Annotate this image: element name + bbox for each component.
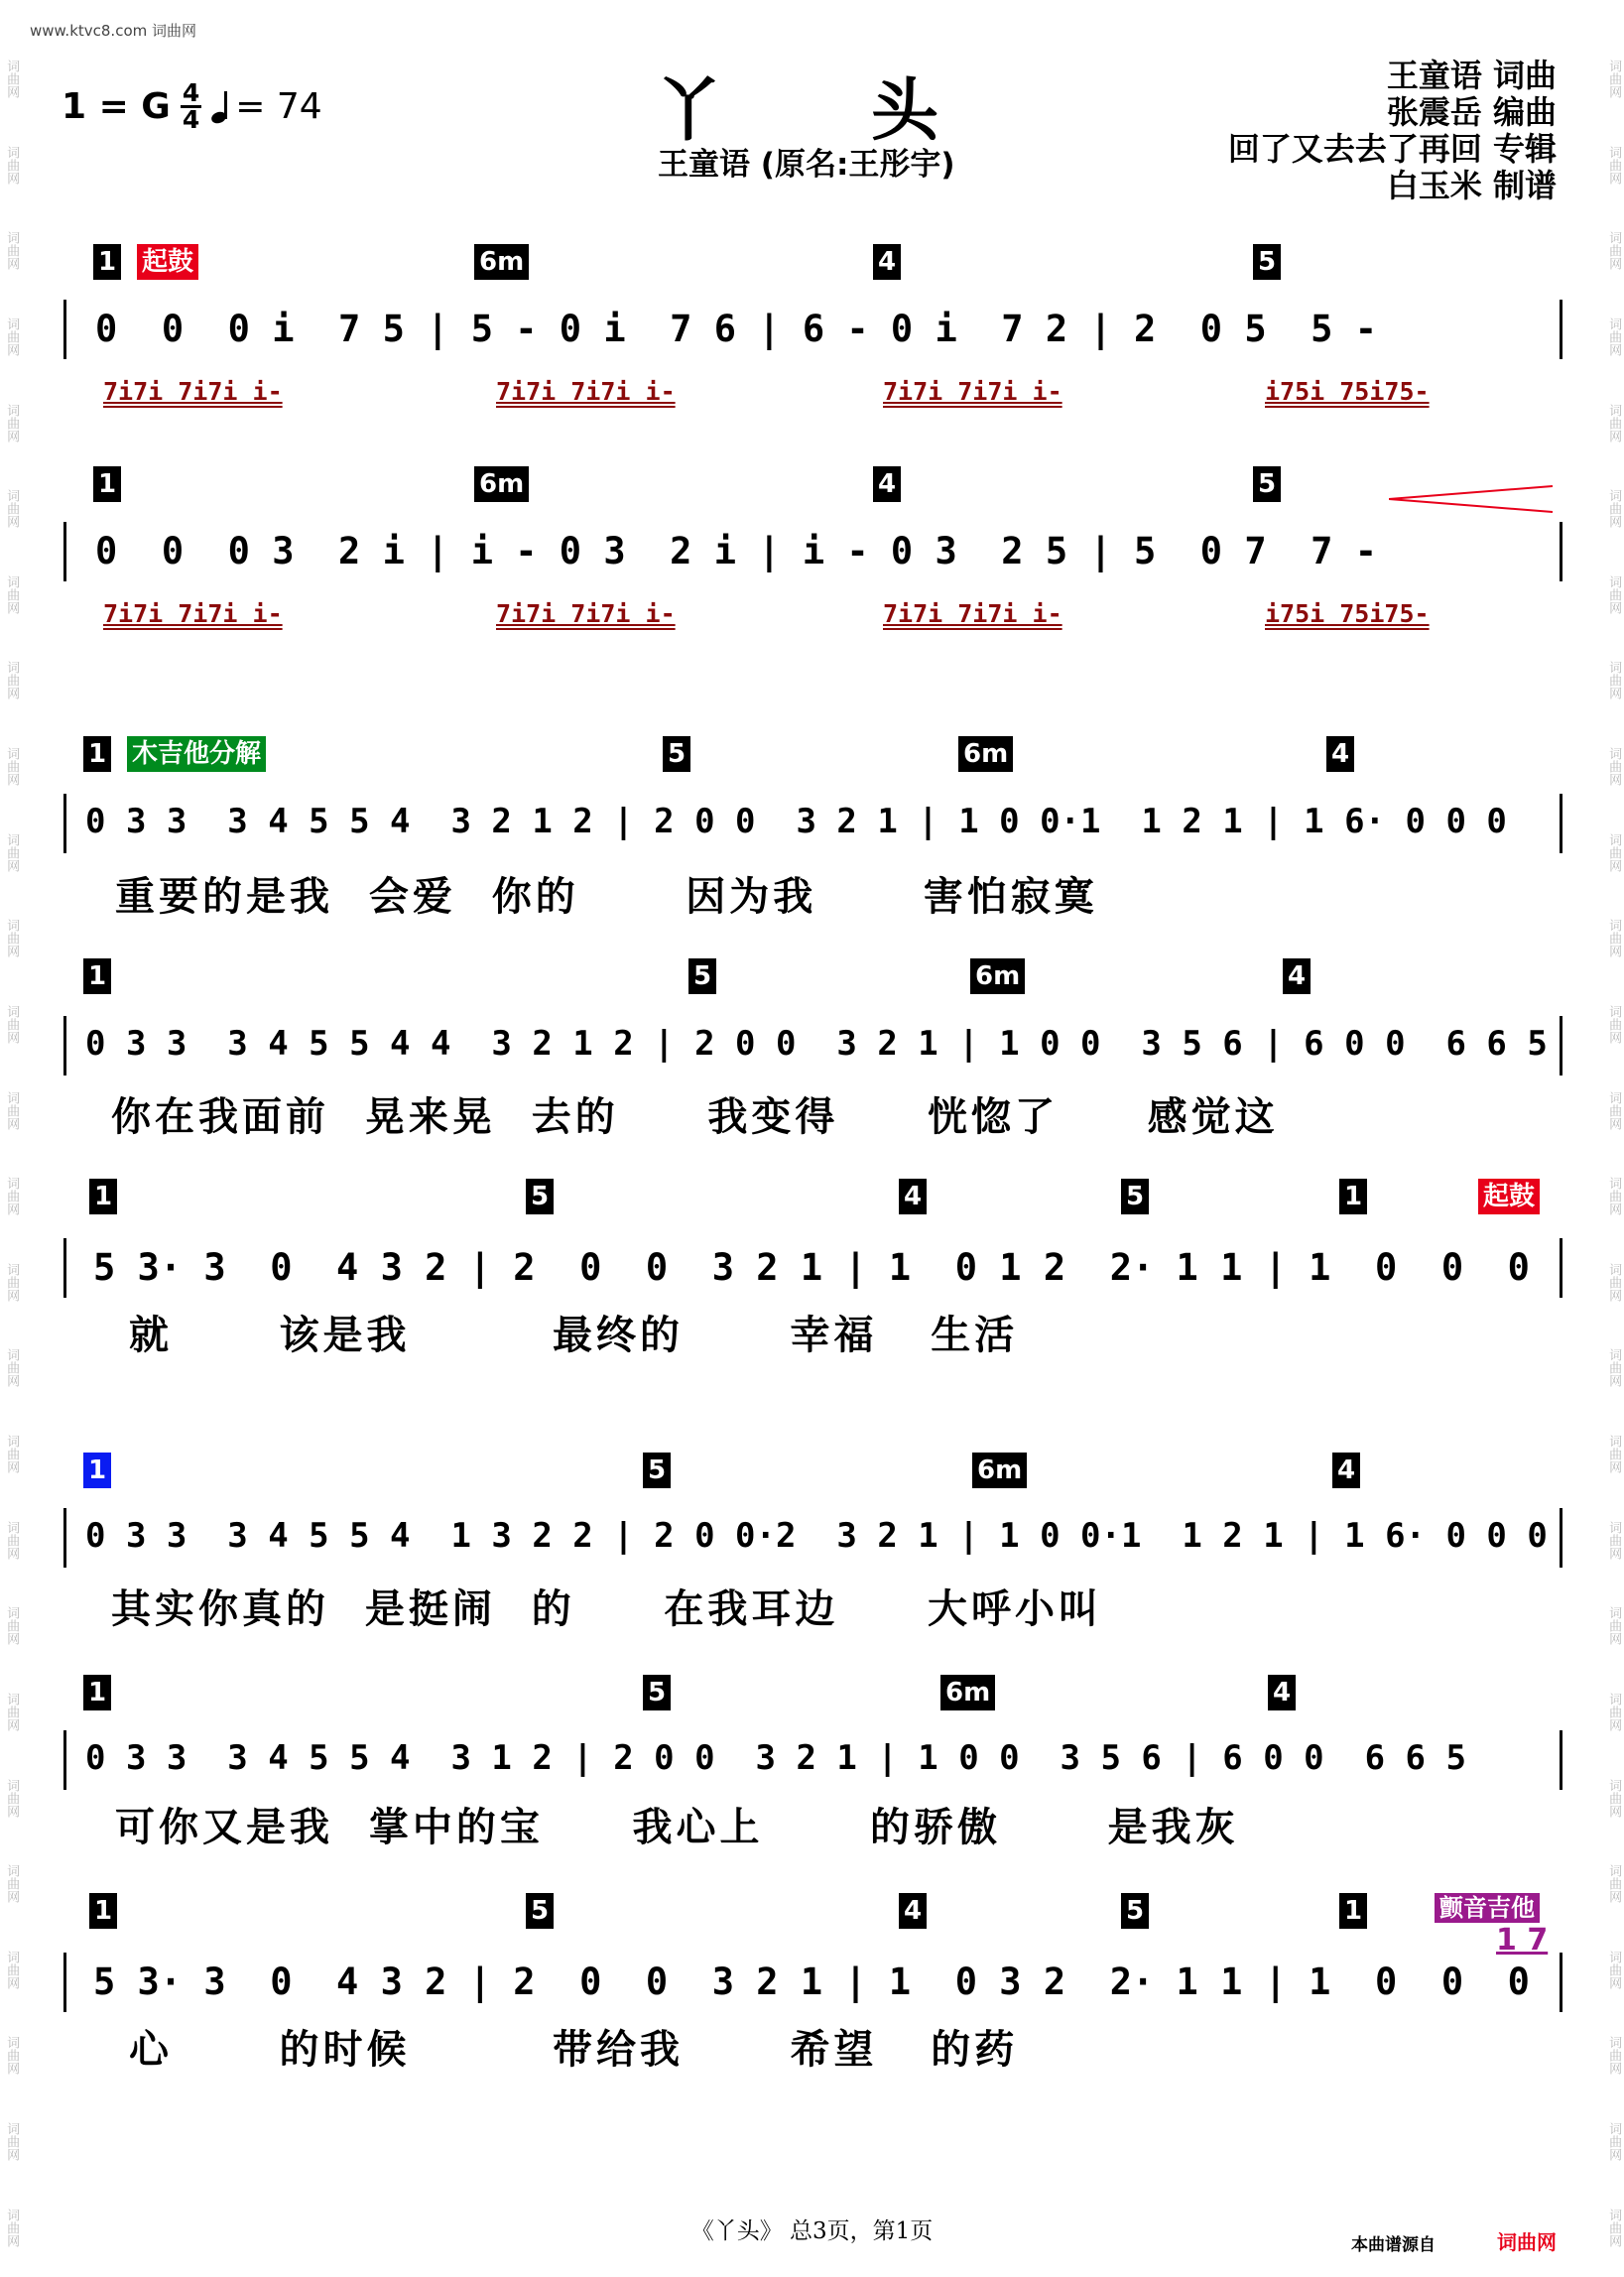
credit-transcriber: 白玉米 制谱 bbox=[1386, 167, 1557, 204]
chord-box: 5 bbox=[526, 1179, 554, 1214]
chord-box: 4 bbox=[1332, 1453, 1360, 1488]
chord-box: 5 bbox=[663, 736, 690, 772]
chord-box: 6m bbox=[958, 736, 1013, 772]
lyric-line: 就 该是我 最终的 幸福 生活 bbox=[129, 1313, 1019, 1358]
notation-line: 5 3· 3 0 4 3 2 | 2 0 0 3 2 1 | 1 0 1 2 2· 1 1 | 1 0 0 0 bbox=[93, 1246, 1530, 1289]
barline bbox=[1560, 300, 1562, 359]
crescendo-mark bbox=[1389, 484, 1558, 514]
site-url: www.ktvc8.com 词曲网 bbox=[30, 22, 197, 40]
chord-box: 4 bbox=[899, 1893, 927, 1929]
drum-pattern: 7i7i 7i7i i- bbox=[883, 377, 1062, 406]
barline bbox=[63, 794, 66, 853]
barline bbox=[63, 1016, 66, 1075]
chord-box: 5 bbox=[1121, 1179, 1149, 1214]
barline bbox=[1560, 1016, 1562, 1075]
chord-box: 4 bbox=[899, 1179, 927, 1214]
acoustic-guitar-label: 木吉他分解 bbox=[127, 736, 266, 772]
intro-drum-label: 起鼓 bbox=[137, 244, 198, 280]
chord-box: 1 bbox=[93, 244, 121, 280]
lyric-line: 可你又是我 掌中的宝 我心上 的骄傲 是我灰 bbox=[115, 1805, 1239, 1850]
barline bbox=[1560, 1508, 1562, 1568]
notation-line: 0 3 3 3 4 5 5 4 3 2 1 2 | 2 0 0 3 2 1 | 1 0 0·1 1 2 1 | 1 6· 0 0 0 bbox=[85, 802, 1507, 841]
notation-line: 0 3 3 3 4 5 5 4 1 3 2 2 | 2 0 0·2 3 2 1 | 1 0 0·1 1 2 1 | 1 6· 0 0 0 bbox=[85, 1516, 1548, 1556]
page-footer: 《丫头》 总3页，第1页 bbox=[690, 2218, 934, 2244]
barline bbox=[1560, 1953, 1562, 2012]
chord-box: 4 bbox=[873, 244, 901, 280]
chord-box: 5 bbox=[1253, 466, 1281, 502]
notation-line: 0 0 0 i 7 5 | 5 - 0 i 7 6 | 6 - 0 i 7 2 | 2 0 5 5 - bbox=[95, 308, 1378, 350]
key-signature bbox=[62, 78, 322, 134]
drum-pattern: 7i7i 7i7i i- bbox=[883, 599, 1062, 628]
drum-pattern: 7i7i 7i7i i- bbox=[496, 599, 676, 628]
tempo: = 74 bbox=[211, 86, 321, 127]
chord-box: 6m bbox=[474, 244, 529, 280]
chord-box: 1 bbox=[1339, 1179, 1367, 1214]
chord-box: 6m bbox=[970, 958, 1025, 994]
side-watermark-left: 词曲网 词曲网 词曲网 词曲网 词曲网 词曲网 词曲网 词曲网 词曲网 词曲网 词曲网 词曲网 词曲网 词曲网 词曲网 词曲网 词曲网 词曲网 词曲网 词曲网 词曲网 词曲网 词曲网 词曲网 词曲网 词曲网 bbox=[4, 60, 20, 2247]
credit-album: 回了又去去了再回 专辑 bbox=[1227, 130, 1557, 168]
chord-box: 6m bbox=[474, 466, 529, 502]
lyric-line: 其实你真的 是挺闹 的 在我耳边 大呼小叫 bbox=[111, 1586, 1102, 1632]
chord-box: 5 bbox=[688, 958, 716, 994]
chord-box: 5 bbox=[1121, 1893, 1149, 1929]
drum-pattern: i75i 75i75- bbox=[1265, 377, 1430, 406]
barline bbox=[1560, 522, 1562, 581]
drum-pattern: i75i 75i75- bbox=[1265, 599, 1430, 628]
chord-box: 4 bbox=[1283, 958, 1311, 994]
chord-box: 6m bbox=[972, 1453, 1027, 1488]
lyric-line: 你在我面前 晃来晃 去的 我变得 恍惚了 感觉这 bbox=[111, 1094, 1279, 1140]
chord-box: 1 bbox=[89, 1893, 117, 1929]
side-watermark-right: 词曲网 词曲网 词曲网 词曲网 词曲网 词曲网 词曲网 词曲网 词曲网 词曲网 词曲网 词曲网 词曲网 词曲网 词曲网 词曲网 词曲网 词曲网 词曲网 词曲网 词曲网 词曲网 词曲网 词曲网 词曲网 词曲网 bbox=[1606, 60, 1622, 2247]
chord-box: 4 bbox=[873, 466, 901, 502]
chord-box: 6m bbox=[940, 1675, 995, 1710]
notation-line: 0 3 3 3 4 5 5 4 3 1 2 | 2 0 0 3 2 1 | 1 0 0 3 5 6 | 6 0 0 6 6 5 bbox=[85, 1738, 1466, 1778]
barline bbox=[1560, 1730, 1562, 1790]
drum-label: 起鼓 bbox=[1478, 1179, 1540, 1214]
barline bbox=[63, 522, 66, 581]
chord-box: 5 bbox=[526, 1893, 554, 1929]
notation-line: 0 0 0 3 2 i | i - 0 3 2 i | i - 0 3 2 5 | 5 0 7 7 - bbox=[95, 530, 1378, 572]
chord-box: 1 bbox=[83, 958, 111, 994]
chord-box: 5 bbox=[643, 1453, 671, 1488]
song-title: 丫头 bbox=[655, 72, 1088, 151]
chord-box: 5 bbox=[643, 1675, 671, 1710]
tremolo-guitar-label: 颤音吉他 bbox=[1435, 1893, 1540, 1923]
tremolo-notes: 1 7 bbox=[1496, 1923, 1549, 1958]
chord-box: 1 bbox=[83, 1453, 111, 1488]
song-artist: 王童语 (原名:王彤宇) bbox=[658, 147, 955, 183]
credit-lyrics: 王童语 词曲 bbox=[1386, 57, 1557, 94]
lyric-line: 重要的是我 会爱 你的 因为我 害怕寂寞 bbox=[115, 874, 1098, 920]
barline bbox=[63, 1238, 66, 1298]
chord-box: 4 bbox=[1268, 1675, 1296, 1710]
chord-box: 5 bbox=[1253, 244, 1281, 280]
chord-box: 1 bbox=[89, 1179, 117, 1214]
barline bbox=[63, 1730, 66, 1790]
barline bbox=[63, 1953, 66, 2012]
key-label: 1 = G bbox=[62, 86, 171, 127]
source-site-logo[interactable]: 词曲网 bbox=[1497, 2230, 1557, 2254]
barline bbox=[63, 300, 66, 359]
chord-box: 1 bbox=[83, 736, 111, 772]
barline bbox=[1560, 1238, 1562, 1298]
credit-arrange: 张震岳 编曲 bbox=[1386, 93, 1557, 131]
chord-box: 1 bbox=[1339, 1893, 1367, 1929]
chord-box: 1 bbox=[83, 1675, 111, 1710]
chord-box: 4 bbox=[1326, 736, 1354, 772]
drum-pattern: 7i7i 7i7i i- bbox=[103, 377, 283, 406]
time-signature: $\frac{4}{4}$ bbox=[182, 78, 200, 134]
drum-pattern: 7i7i 7i7i i- bbox=[103, 599, 283, 628]
credits bbox=[1228, 58, 1557, 204]
lyric-line: 心 的时候 带给我 希望 的药 bbox=[129, 2027, 1019, 2073]
barline bbox=[63, 1508, 66, 1568]
barline bbox=[1560, 794, 1562, 853]
drum-pattern: 7i7i 7i7i i- bbox=[496, 377, 676, 406]
notation-line: 0 3 3 3 4 5 5 4 4 3 2 1 2 | 2 0 0 3 2 1 | 1 0 0 3 5 6 | 6 0 0 6 6 5 bbox=[85, 1024, 1548, 1064]
chord-box: 1 bbox=[93, 466, 121, 502]
notation-line: 5 3· 3 0 4 3 2 | 2 0 0 3 2 1 | 1 0 3 2 2· 1 1 | 1 0 0 0 bbox=[93, 1961, 1530, 2003]
quarter-note-icon bbox=[211, 89, 231, 125]
source-text: 本曲谱源自 bbox=[1351, 2235, 1436, 2255]
